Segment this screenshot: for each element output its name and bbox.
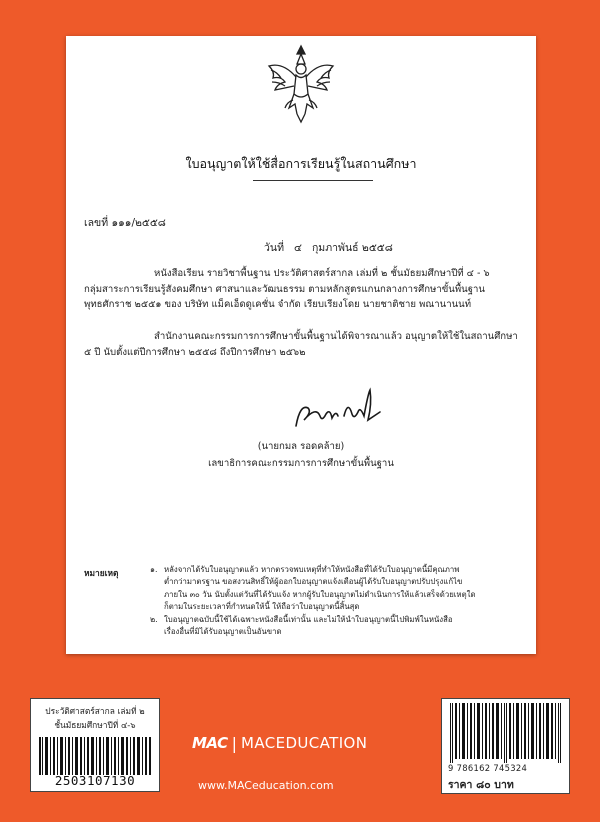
brand-mark: MAC: [192, 734, 228, 752]
brand-name: MACEDUCATION: [240, 734, 368, 752]
paragraph-approval: [84, 329, 518, 360]
note-line: ภายใน ๓๐ วัน นับตั้งแต่วันที่ได้รับแจ้ง หากผู้รับใบอนุญาตไม่ดำเนินการให้แล้วเสร็จด้วยเหตุใด: [164, 589, 476, 599]
note-number: ๑.: [150, 565, 158, 574]
note-item: [150, 614, 476, 639]
paragraph-line: กลุ่มสาระการเรียนรู้สังคมศึกษา ศาสนาและวัฒนธรรม ตามหลักสูตรแกนกลางการศึกษาขั้นพื้นฐาน: [84, 283, 485, 295]
paragraph-book-details: [84, 266, 490, 313]
signer-name: (นายกมล รอดคล้าย): [257, 441, 345, 452]
date-prefix: วันที่: [264, 242, 284, 254]
date-day: ๔: [294, 242, 302, 254]
garuda-emblem-icon: [263, 42, 339, 126]
note-line: ก็ตามในระยะเวลาที่กำหนดให้นี้ ให้ถือว่าใบอนุญาตนี้สิ้นสุด: [164, 602, 360, 612]
brand-logo: [192, 733, 432, 753]
document-date: [264, 239, 393, 256]
book-label-box: [30, 698, 160, 792]
paragraph-line: สำนักงานคณะกรรมการการศึกษาขั้นพื้นฐานได้พิจารณาแล้ว อนุญาตให้ใช้ในสถานศึกษา: [154, 331, 518, 342]
note-line: ใบอนุญาตฉบับนี้ใช้ได้เฉพาะหนังสือนี้เท่านั้น และไม่ให้นำใบอนุญาตนี้ไปพิมพ์ในหนังสือ: [164, 614, 453, 624]
book-title-line: ประวัติศาสตร์สากล เล่มที่ ๒: [45, 706, 145, 716]
date-month-year: กุมภาพันธ์ ๒๕๕๘: [311, 242, 393, 254]
signer-block: [66, 438, 536, 472]
note-line: เรื่องอื่นที่มิได้รับอนุญาตเป็นอันขาด: [164, 627, 282, 637]
brand-url: www.MACeducation.com: [198, 779, 334, 792]
isbn-barcode-icon: [450, 703, 562, 763]
note-line: หลังจากได้รับใบอนุญาตแล้ว หากตรวจพบเหตุที่ทำให้หนังสือที่ได้รับใบอนุญาตนี้มีคุณภาพ: [164, 565, 460, 574]
barcode-number: 2503107130: [54, 773, 136, 788]
signature-icon: [290, 386, 386, 432]
document-title: ใบอนุญาตให้ใช้สื่อการเรียนรู้ในสถานศึกษา: [185, 156, 417, 171]
title-underline: [253, 180, 373, 181]
notes-list: [150, 564, 476, 638]
brand-separator: |: [231, 733, 237, 753]
license-document: [66, 36, 536, 654]
isbn-box: [441, 698, 570, 794]
paragraph-line: พุทธศักราช ๒๕๕๑ ของ บริษัท แม็คเอ็ดดูเคชั่น จำกัด เรียบเรียงโดย นายชาติชาย พณานานนท์: [84, 299, 472, 310]
isbn-number: 9 786162 745324: [448, 763, 528, 773]
notes-label: หมายเหตุ: [84, 568, 119, 578]
document-number: เลขที่ ๑๑๑/๒๕๕๘: [84, 217, 166, 229]
book-grade-line: ชั้นมัธยมศึกษาปีที่ ๔-๖: [54, 720, 136, 730]
note-number: ๒.: [150, 614, 158, 624]
paragraph-line: หนังสือเรียน รายวิชาพื้นฐาน ประวัติศาสตร์สากล เล่มที่ ๒ ชั้นมัธยมศึกษาปีที่ ๔ - ๖: [154, 268, 490, 279]
signer-position: เลขาธิการคณะกรรมการการศึกษาขั้นพื้นฐาน: [208, 458, 394, 469]
note-line: ต่ำกว่ามาตรฐาน ขอสงวนสิทธิ์ให้ผู้ออกใบอนุญาตแจ้งเตือนผู้ได้รับใบอนุญาตปรับปรุงแก้ไข: [164, 577, 463, 587]
note-item: [150, 564, 476, 614]
price-label: ราคา ๘๐ บาท: [448, 779, 514, 791]
barcode-icon: [37, 737, 153, 775]
paragraph-line: ๕ ปี นับตั้งแต่ปีการศึกษา ๒๕๕๘ ถึงปีการศึกษา ๒๕๖๒: [84, 346, 306, 358]
